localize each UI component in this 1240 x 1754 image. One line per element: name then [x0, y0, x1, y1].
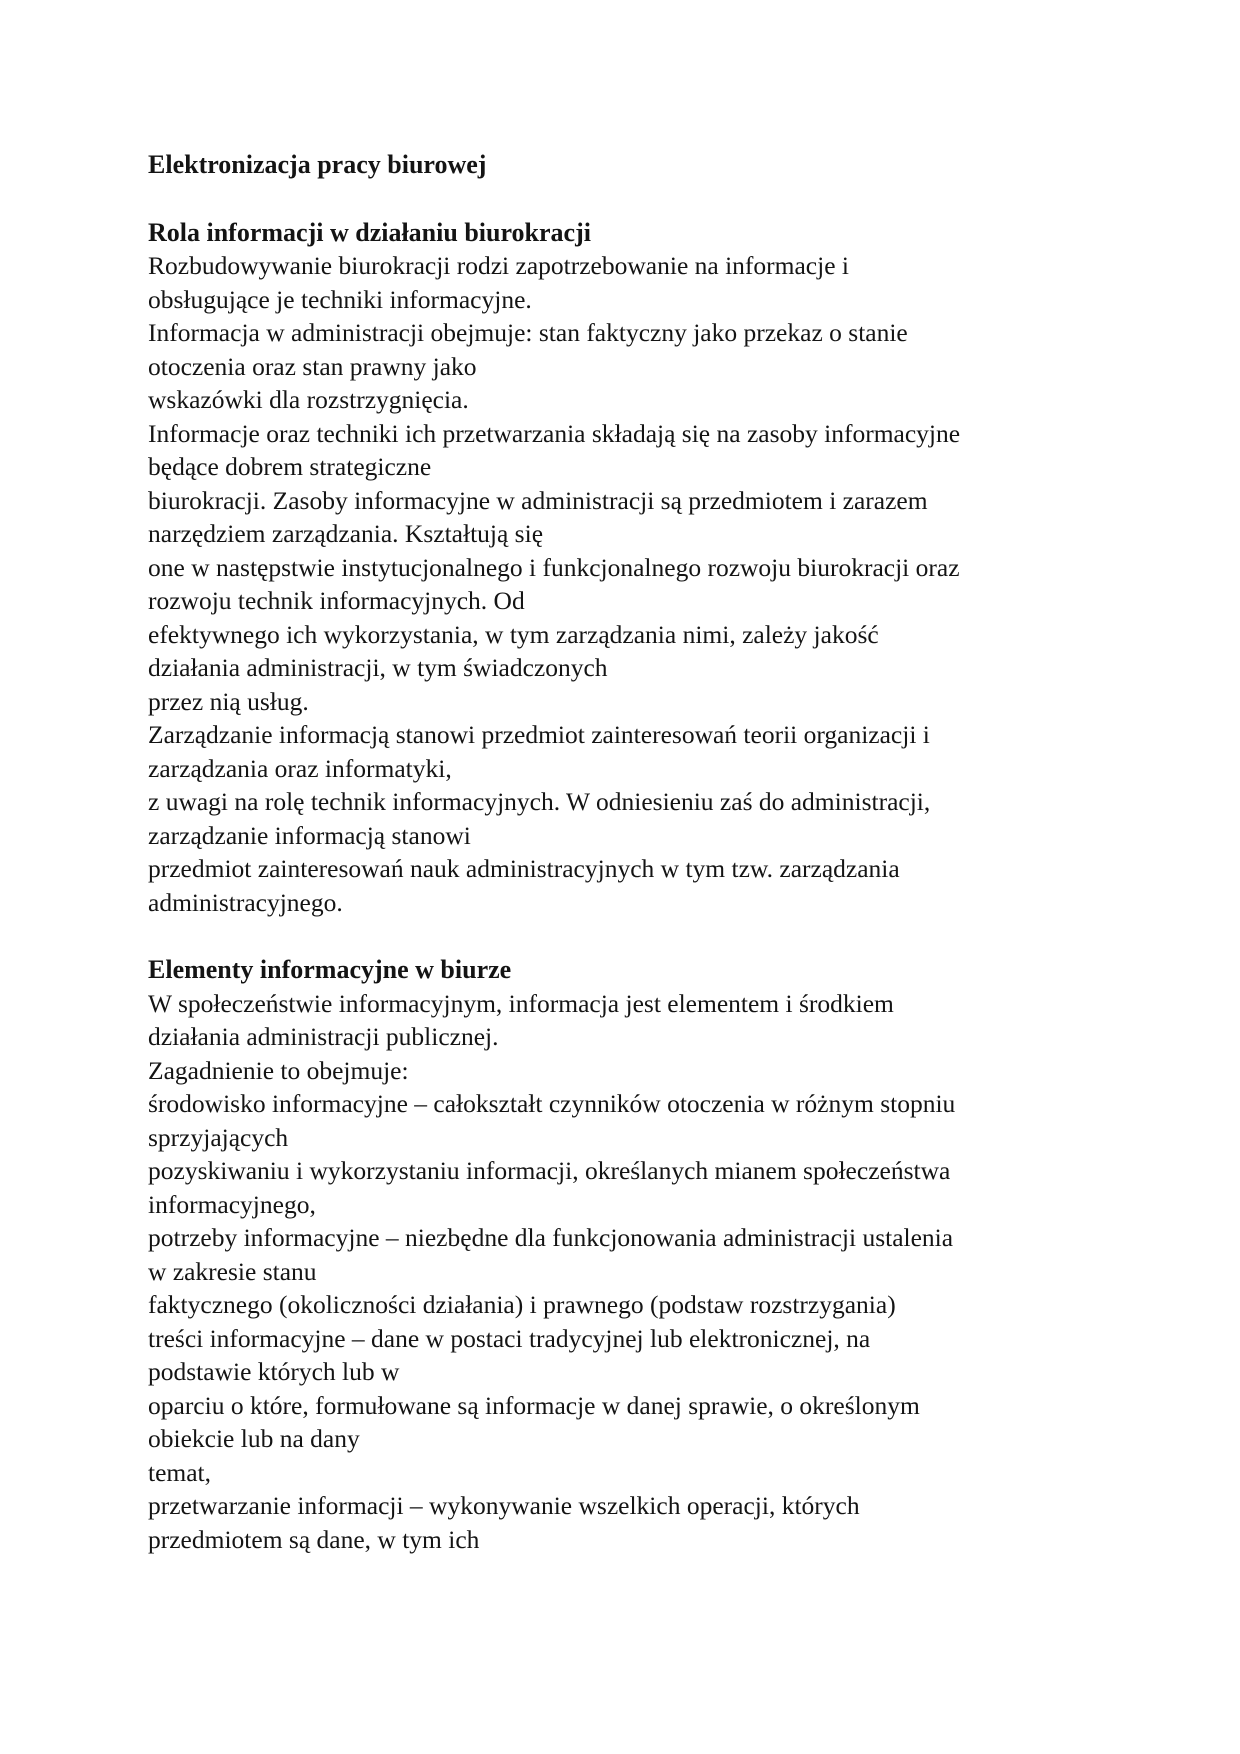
text-line: biurokracji. Zasoby informacyjne w administracji są przedmiotem i zarazem [148, 485, 928, 515]
text-line: W społeczeństwie informacyjnym, informacja jest elementem i środkiem [148, 988, 894, 1018]
spacer [148, 919, 1088, 953]
text-line: sprzyjających [148, 1122, 289, 1152]
section-heading: Rola informacji w działaniu biurokracji [148, 217, 591, 247]
document-body [148, 148, 1088, 1556]
text-line: przez nią usług. [148, 686, 309, 716]
text-line: działania administracji, w tym świadczonych [148, 653, 608, 682]
text-line: obiekcie lub na dany [148, 1424, 360, 1453]
spacer [148, 182, 1088, 216]
text-line: potrzeby informacyjne – niezbędne dla funkcjonowania administracji ustalenia [148, 1223, 954, 1252]
section-body [148, 249, 1088, 919]
text-line: działania administracji publicznej. [148, 1022, 499, 1051]
section-body [148, 987, 1088, 1557]
text-line: otoczenia oraz stan prawny jako [148, 351, 477, 381]
text-line: Informacje oraz techniki ich przetwarzania składają się na zasoby informacyjne [148, 418, 961, 448]
text-line: wskazówki dla rozstrzygnięcia. [148, 385, 469, 414]
text-line: administracyjnego. [148, 887, 343, 917]
text-line: w zakresie stanu [148, 1256, 317, 1286]
text-line: faktycznego (okoliczności działania) i prawnego (podstaw rozstrzygania) [148, 1290, 896, 1319]
text-line: przedmiotem są dane, w tym ich [148, 1524, 480, 1554]
text-line: podstawie których lub w [148, 1357, 400, 1386]
text-line: Zagadnienie to obejmuje: [148, 1055, 409, 1085]
section-heading: Elementy informacyjne w biurze [148, 955, 512, 984]
text-line: Zarządzanie informacją stanowi przedmiot zainteresowań teorii organizacji i [148, 720, 930, 749]
text-line: środowisko informacyjne – całokształt czynników otoczenia w różnym stopniu [148, 1089, 956, 1118]
text-line: oparciu o które, formułowane są informacje w danej sprawie, o określonym [148, 1390, 920, 1420]
text-line: przedmiot zainteresowań nauk administracyjnych w tym tzw. zarządzania [148, 854, 900, 883]
text-line: zarządzania oraz informatyki, [148, 753, 452, 783]
text-line: zarządzanie informacją stanowi [148, 820, 471, 850]
text-line: będące dobrem strategiczne [148, 452, 432, 481]
text-line: rozwoju technik informacyjnych. Od [148, 586, 525, 615]
text-line: obsługujące je techniki informacyjne. [148, 284, 532, 314]
text-line: informacyjnego, [148, 1189, 316, 1219]
text-line: przetwarzanie informacji – wykonywanie wszelkich operacji, których [148, 1491, 860, 1520]
document-title: Elektronizacja pracy biurowej [148, 150, 487, 179]
text-line: one w następstwie instytucjonalnego i funkcjonalnego rozwoju biurokracji oraz [148, 552, 960, 582]
text-line: pozyskiwaniu i wykorzystaniu informacji, określanych mianem społeczeństwa [148, 1156, 951, 1185]
text-line: efektywnego ich wykorzystania, w tym zarządzania nimi, zależy jakość [148, 619, 879, 649]
text-line: Rozbudowywanie biurokracji rodzi zapotrzebowanie na informacje i [148, 251, 849, 280]
text-line: narzędziem zarządzania. Kształtują się [148, 519, 544, 548]
text-line: treści informacyjne – dane w postaci tradycyjnej lub elektronicznej, na [148, 1323, 871, 1353]
text-line: Informacja w administracji obejmuje: stan faktyczny jako przekaz o stanie [148, 318, 908, 347]
text-line: z uwagi na rolę technik informacyjnych. W odniesieniu zaś do administracji, [148, 787, 931, 816]
text-line: temat, [148, 1457, 212, 1487]
